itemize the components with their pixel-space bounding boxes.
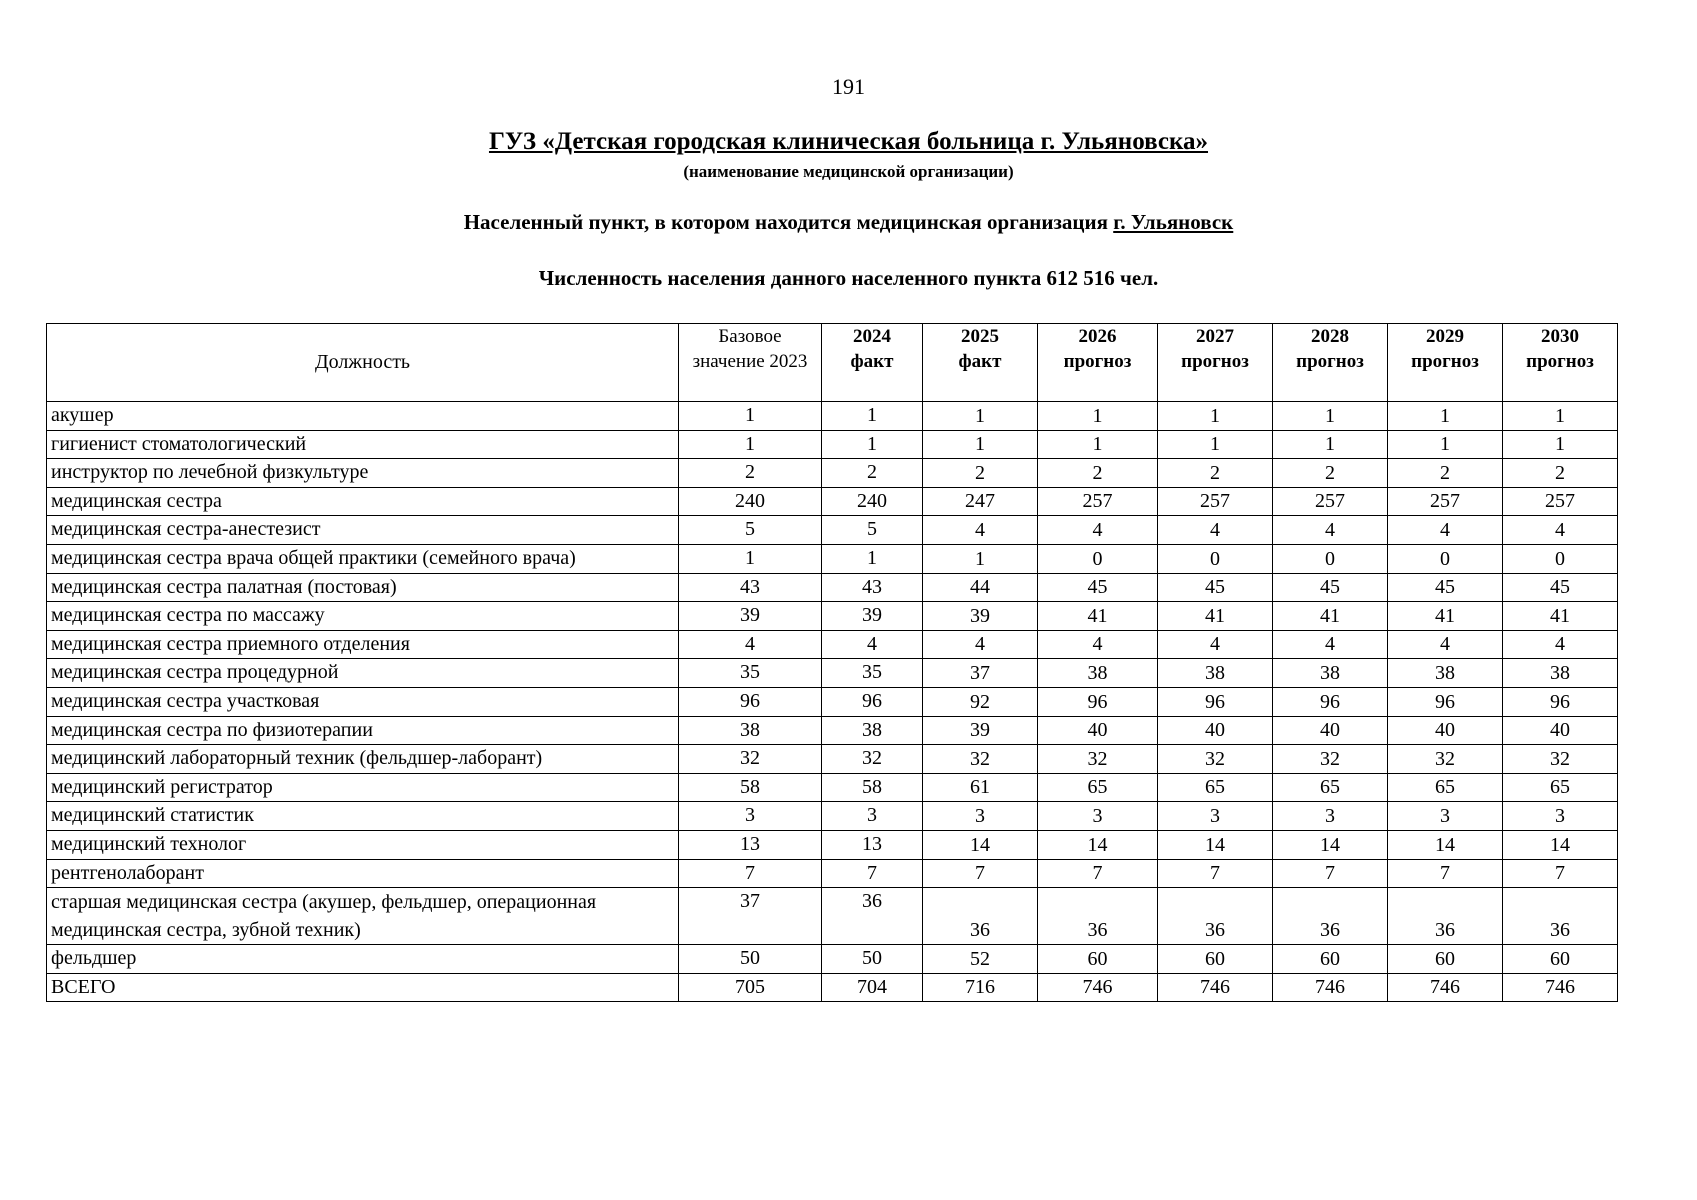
cell-value: 13 bbox=[679, 830, 822, 859]
header-2029: 2029 прогноз bbox=[1388, 324, 1503, 402]
cell-value: 60 bbox=[1503, 945, 1618, 974]
table-row bbox=[47, 516, 1618, 545]
cell-value: 52 bbox=[923, 945, 1038, 974]
cell-value: 0 bbox=[1038, 544, 1158, 573]
cell-value: 240 bbox=[822, 487, 923, 516]
cell-value: 5 bbox=[822, 516, 923, 545]
table-row bbox=[47, 830, 1618, 859]
table-row bbox=[47, 687, 1618, 716]
cell-value: 40 bbox=[1158, 716, 1273, 745]
cell-value: 2 bbox=[1503, 459, 1618, 488]
cell-position: старшая медицинская сестра (акушер, фельдшер, операционная медицинская сестра, зубной техник) bbox=[47, 888, 679, 945]
cell-value: 96 bbox=[1158, 687, 1273, 716]
cell-value: 1 bbox=[679, 430, 822, 459]
cell-value: 257 bbox=[1503, 487, 1618, 516]
cell-value: 61 bbox=[923, 773, 1038, 802]
cell-value: 1 bbox=[1158, 402, 1273, 431]
cell-value: 36 bbox=[923, 888, 1038, 945]
cell-value: 58 bbox=[822, 773, 923, 802]
cell-position: медицинская сестра палатная (постовая) bbox=[47, 573, 679, 602]
cell-value: 1 bbox=[1503, 402, 1618, 431]
cell-value: 7 bbox=[1503, 859, 1618, 888]
cell-value: 45 bbox=[1038, 573, 1158, 602]
cell-value: 96 bbox=[679, 687, 822, 716]
table-body bbox=[47, 402, 1618, 1002]
cell-value: 0 bbox=[1503, 544, 1618, 573]
cell-value: 43 bbox=[679, 573, 822, 602]
cell-value: 4 bbox=[923, 516, 1038, 545]
cell-value: 96 bbox=[1388, 687, 1503, 716]
cell-value: 247 bbox=[923, 487, 1038, 516]
cell-value: 3 bbox=[1038, 802, 1158, 831]
cell-value: 14 bbox=[1503, 830, 1618, 859]
cell-value: 4 bbox=[1158, 516, 1273, 545]
cell-value: 65 bbox=[1273, 773, 1388, 802]
table-row bbox=[47, 973, 1618, 1002]
cell-value: 13 bbox=[822, 830, 923, 859]
page-number: 191 bbox=[832, 74, 865, 99]
locality-line bbox=[0, 210, 1697, 235]
cell-value: 240 bbox=[679, 487, 822, 516]
table-row bbox=[47, 602, 1618, 631]
cell-value: 3 bbox=[1273, 802, 1388, 831]
cell-value: 36 bbox=[1503, 888, 1618, 945]
cell-value: 1 bbox=[822, 544, 923, 573]
cell-value: 38 bbox=[822, 716, 923, 745]
cell-value: 1 bbox=[923, 402, 1038, 431]
header-2024: 2024 факт bbox=[822, 324, 923, 402]
cell-value: 32 bbox=[679, 745, 822, 774]
cell-value: 14 bbox=[1273, 830, 1388, 859]
cell-value: 7 bbox=[923, 859, 1038, 888]
cell-value: 4 bbox=[1503, 516, 1618, 545]
cell-value: 7 bbox=[679, 859, 822, 888]
locality-label: Населенный пункт, в котором находится медицинская организация bbox=[463, 210, 1108, 234]
cell-position: медицинская сестра bbox=[47, 487, 679, 516]
cell-value: 60 bbox=[1038, 945, 1158, 974]
cell-value: 746 bbox=[1038, 973, 1158, 1002]
cell-value: 4 bbox=[1388, 630, 1503, 659]
cell-value: 40 bbox=[1273, 716, 1388, 745]
cell-value: 3 bbox=[923, 802, 1038, 831]
cell-value: 4 bbox=[1158, 630, 1273, 659]
table-row bbox=[47, 802, 1618, 831]
cell-value: 58 bbox=[679, 773, 822, 802]
cell-value: 4 bbox=[1038, 630, 1158, 659]
cell-value: 2 bbox=[679, 459, 822, 488]
table-row bbox=[47, 888, 1618, 945]
cell-value: 1 bbox=[822, 430, 923, 459]
cell-value: 257 bbox=[1038, 487, 1158, 516]
cell-position: медицинская сестра процедурной bbox=[47, 659, 679, 688]
cell-value: 32 bbox=[1273, 745, 1388, 774]
cell-value: 4 bbox=[923, 630, 1038, 659]
cell-value: 7 bbox=[1388, 859, 1503, 888]
population-line: Численность населения данного населенного пункта 612 516 чел. bbox=[538, 266, 1159, 290]
cell-value: 65 bbox=[1038, 773, 1158, 802]
table-row bbox=[47, 716, 1618, 745]
organization-title bbox=[0, 128, 1697, 156]
cell-value: 7 bbox=[1273, 859, 1388, 888]
header-2027: 2027 прогноз bbox=[1158, 324, 1273, 402]
cell-value: 60 bbox=[1158, 945, 1273, 974]
cell-value: 44 bbox=[923, 573, 1038, 602]
cell-value: 65 bbox=[1388, 773, 1503, 802]
cell-position: медицинский лабораторный техник (фельдшер-лаборант) bbox=[47, 745, 679, 774]
cell-value: 41 bbox=[1158, 602, 1273, 631]
cell-value: 96 bbox=[1038, 687, 1158, 716]
cell-value: 41 bbox=[1038, 602, 1158, 631]
table-row bbox=[47, 630, 1618, 659]
table-row bbox=[47, 945, 1618, 974]
cell-value: 14 bbox=[1158, 830, 1273, 859]
cell-value: 1 bbox=[1158, 430, 1273, 459]
organization-name: ГУЗ «Детская городская клиническая больница г. Ульяновска» bbox=[488, 128, 1209, 155]
cell-value: 1 bbox=[679, 402, 822, 431]
header-2026: 2026 прогноз bbox=[1038, 324, 1158, 402]
cell-value: 32 bbox=[1388, 745, 1503, 774]
table-row bbox=[47, 402, 1618, 431]
cell-position: медицинская сестра по массажу bbox=[47, 602, 679, 631]
cell-value: 7 bbox=[1038, 859, 1158, 888]
cell-value: 4 bbox=[1273, 516, 1388, 545]
cell-value: 7 bbox=[822, 859, 923, 888]
header-2025: 2025 факт bbox=[923, 324, 1038, 402]
cell-value: 1 bbox=[1038, 402, 1158, 431]
table-row bbox=[47, 659, 1618, 688]
cell-value: 96 bbox=[822, 687, 923, 716]
cell-position: медицинский статистик bbox=[47, 802, 679, 831]
cell-value: 50 bbox=[822, 945, 923, 974]
cell-value: 43 bbox=[822, 573, 923, 602]
cell-value: 38 bbox=[1388, 659, 1503, 688]
cell-value: 40 bbox=[1038, 716, 1158, 745]
cell-position: медицинская сестра участковая bbox=[47, 687, 679, 716]
cell-value: 37 bbox=[679, 888, 822, 945]
cell-value: 39 bbox=[679, 602, 822, 631]
cell-value: 0 bbox=[1388, 544, 1503, 573]
cell-value: 5 bbox=[679, 516, 822, 545]
cell-value: 14 bbox=[1038, 830, 1158, 859]
cell-value: 38 bbox=[1273, 659, 1388, 688]
cell-position: гигиенист стоматологический bbox=[47, 430, 679, 459]
cell-value: 1 bbox=[1038, 430, 1158, 459]
cell-value: 257 bbox=[1388, 487, 1503, 516]
cell-value: 41 bbox=[1503, 602, 1618, 631]
cell-value: 7 bbox=[1158, 859, 1273, 888]
cell-position: фельдшер bbox=[47, 945, 679, 974]
cell-position: акушер bbox=[47, 402, 679, 431]
cell-value: 36 bbox=[1388, 888, 1503, 945]
cell-value: 746 bbox=[1503, 973, 1618, 1002]
cell-value: 96 bbox=[1503, 687, 1618, 716]
cell-value: 35 bbox=[679, 659, 822, 688]
cell-value: 746 bbox=[1158, 973, 1273, 1002]
cell-value: 4 bbox=[1503, 630, 1618, 659]
cell-position: ВСЕГО bbox=[47, 973, 679, 1002]
cell-value: 704 bbox=[822, 973, 923, 1002]
cell-value: 36 bbox=[1273, 888, 1388, 945]
cell-position: медицинский регистратор bbox=[47, 773, 679, 802]
cell-value: 2 bbox=[822, 459, 923, 488]
cell-value: 96 bbox=[1273, 687, 1388, 716]
table-row bbox=[47, 459, 1618, 488]
cell-position: рентгенолаборант bbox=[47, 859, 679, 888]
organization-caption: (наименование медицинской организации) bbox=[683, 162, 1014, 181]
cell-value: 3 bbox=[1388, 802, 1503, 831]
cell-value: 2 bbox=[1273, 459, 1388, 488]
cell-position: медицинская сестра-анестезист bbox=[47, 516, 679, 545]
cell-value: 1 bbox=[923, 430, 1038, 459]
table-row bbox=[47, 544, 1618, 573]
cell-value: 41 bbox=[1388, 602, 1503, 631]
cell-value: 3 bbox=[1158, 802, 1273, 831]
cell-value: 4 bbox=[1388, 516, 1503, 545]
cell-value: 32 bbox=[1158, 745, 1273, 774]
cell-value: 39 bbox=[822, 602, 923, 631]
table-row bbox=[47, 773, 1618, 802]
header-base-2023: Базовое значение 2023 bbox=[679, 324, 822, 402]
cell-value: 4 bbox=[1038, 516, 1158, 545]
cell-value: 60 bbox=[1388, 945, 1503, 974]
cell-position: медицинская сестра приемного отделения bbox=[47, 630, 679, 659]
cell-value: 14 bbox=[923, 830, 1038, 859]
cell-value: 39 bbox=[923, 716, 1038, 745]
cell-value: 38 bbox=[679, 716, 822, 745]
cell-value: 14 bbox=[1388, 830, 1503, 859]
cell-value: 3 bbox=[822, 802, 923, 831]
cell-value: 2 bbox=[1388, 459, 1503, 488]
cell-value: 35 bbox=[822, 659, 923, 688]
cell-value: 65 bbox=[1158, 773, 1273, 802]
cell-value: 92 bbox=[923, 687, 1038, 716]
cell-value: 32 bbox=[1038, 745, 1158, 774]
cell-value: 32 bbox=[1503, 745, 1618, 774]
cell-value: 36 bbox=[1038, 888, 1158, 945]
table-header-row bbox=[47, 324, 1618, 402]
cell-value: 1 bbox=[1273, 402, 1388, 431]
cell-value: 38 bbox=[1038, 659, 1158, 688]
cell-value: 716 bbox=[923, 973, 1038, 1002]
cell-value: 65 bbox=[1503, 773, 1618, 802]
table-row bbox=[47, 430, 1618, 459]
cell-value: 3 bbox=[1503, 802, 1618, 831]
staff-table bbox=[46, 323, 1618, 1002]
cell-value: 45 bbox=[1273, 573, 1388, 602]
cell-position: медицинский технолог bbox=[47, 830, 679, 859]
cell-value: 2 bbox=[923, 459, 1038, 488]
cell-position: медицинская сестра по физиотерапии bbox=[47, 716, 679, 745]
cell-value: 0 bbox=[1158, 544, 1273, 573]
cell-value: 1 bbox=[679, 544, 822, 573]
cell-value: 746 bbox=[1273, 973, 1388, 1002]
cell-value: 39 bbox=[923, 602, 1038, 631]
header-2030: 2030 прогноз bbox=[1503, 324, 1618, 402]
table-row bbox=[47, 859, 1618, 888]
cell-value: 4 bbox=[679, 630, 822, 659]
cell-value: 1 bbox=[1388, 402, 1503, 431]
cell-value: 746 bbox=[1388, 973, 1503, 1002]
cell-value: 4 bbox=[822, 630, 923, 659]
cell-value: 257 bbox=[1273, 487, 1388, 516]
cell-value: 1 bbox=[822, 402, 923, 431]
cell-value: 2 bbox=[1038, 459, 1158, 488]
table-row bbox=[47, 745, 1618, 774]
cell-value: 3 bbox=[679, 802, 822, 831]
header-position: Должность bbox=[47, 324, 679, 402]
locality-city: г. Ульяновск bbox=[1113, 210, 1234, 234]
cell-position: инструктор по лечебной физкультуре bbox=[47, 459, 679, 488]
cell-value: 38 bbox=[1503, 659, 1618, 688]
cell-position: медицинская сестра врача общей практики (семейного врача) bbox=[47, 544, 679, 573]
table-row bbox=[47, 487, 1618, 516]
cell-value: 2 bbox=[1158, 459, 1273, 488]
cell-value: 38 bbox=[1158, 659, 1273, 688]
cell-value: 50 bbox=[679, 945, 822, 974]
cell-value: 45 bbox=[1158, 573, 1273, 602]
cell-value: 40 bbox=[1503, 716, 1618, 745]
cell-value: 257 bbox=[1158, 487, 1273, 516]
cell-value: 1 bbox=[1503, 430, 1618, 459]
cell-value: 32 bbox=[923, 745, 1038, 774]
cell-value: 705 bbox=[679, 973, 822, 1002]
cell-value: 36 bbox=[822, 888, 923, 945]
cell-value: 37 bbox=[923, 659, 1038, 688]
table-row bbox=[47, 573, 1618, 602]
cell-value: 40 bbox=[1388, 716, 1503, 745]
cell-value: 1 bbox=[923, 544, 1038, 573]
cell-value: 45 bbox=[1388, 573, 1503, 602]
cell-value: 60 bbox=[1273, 945, 1388, 974]
cell-value: 1 bbox=[1273, 430, 1388, 459]
cell-value: 41 bbox=[1273, 602, 1388, 631]
cell-value: 4 bbox=[1273, 630, 1388, 659]
cell-value: 45 bbox=[1503, 573, 1618, 602]
cell-value: 32 bbox=[822, 745, 923, 774]
cell-value: 36 bbox=[1158, 888, 1273, 945]
cell-value: 0 bbox=[1273, 544, 1388, 573]
cell-value: 1 bbox=[1388, 430, 1503, 459]
header-2028: 2028 прогноз bbox=[1273, 324, 1388, 402]
